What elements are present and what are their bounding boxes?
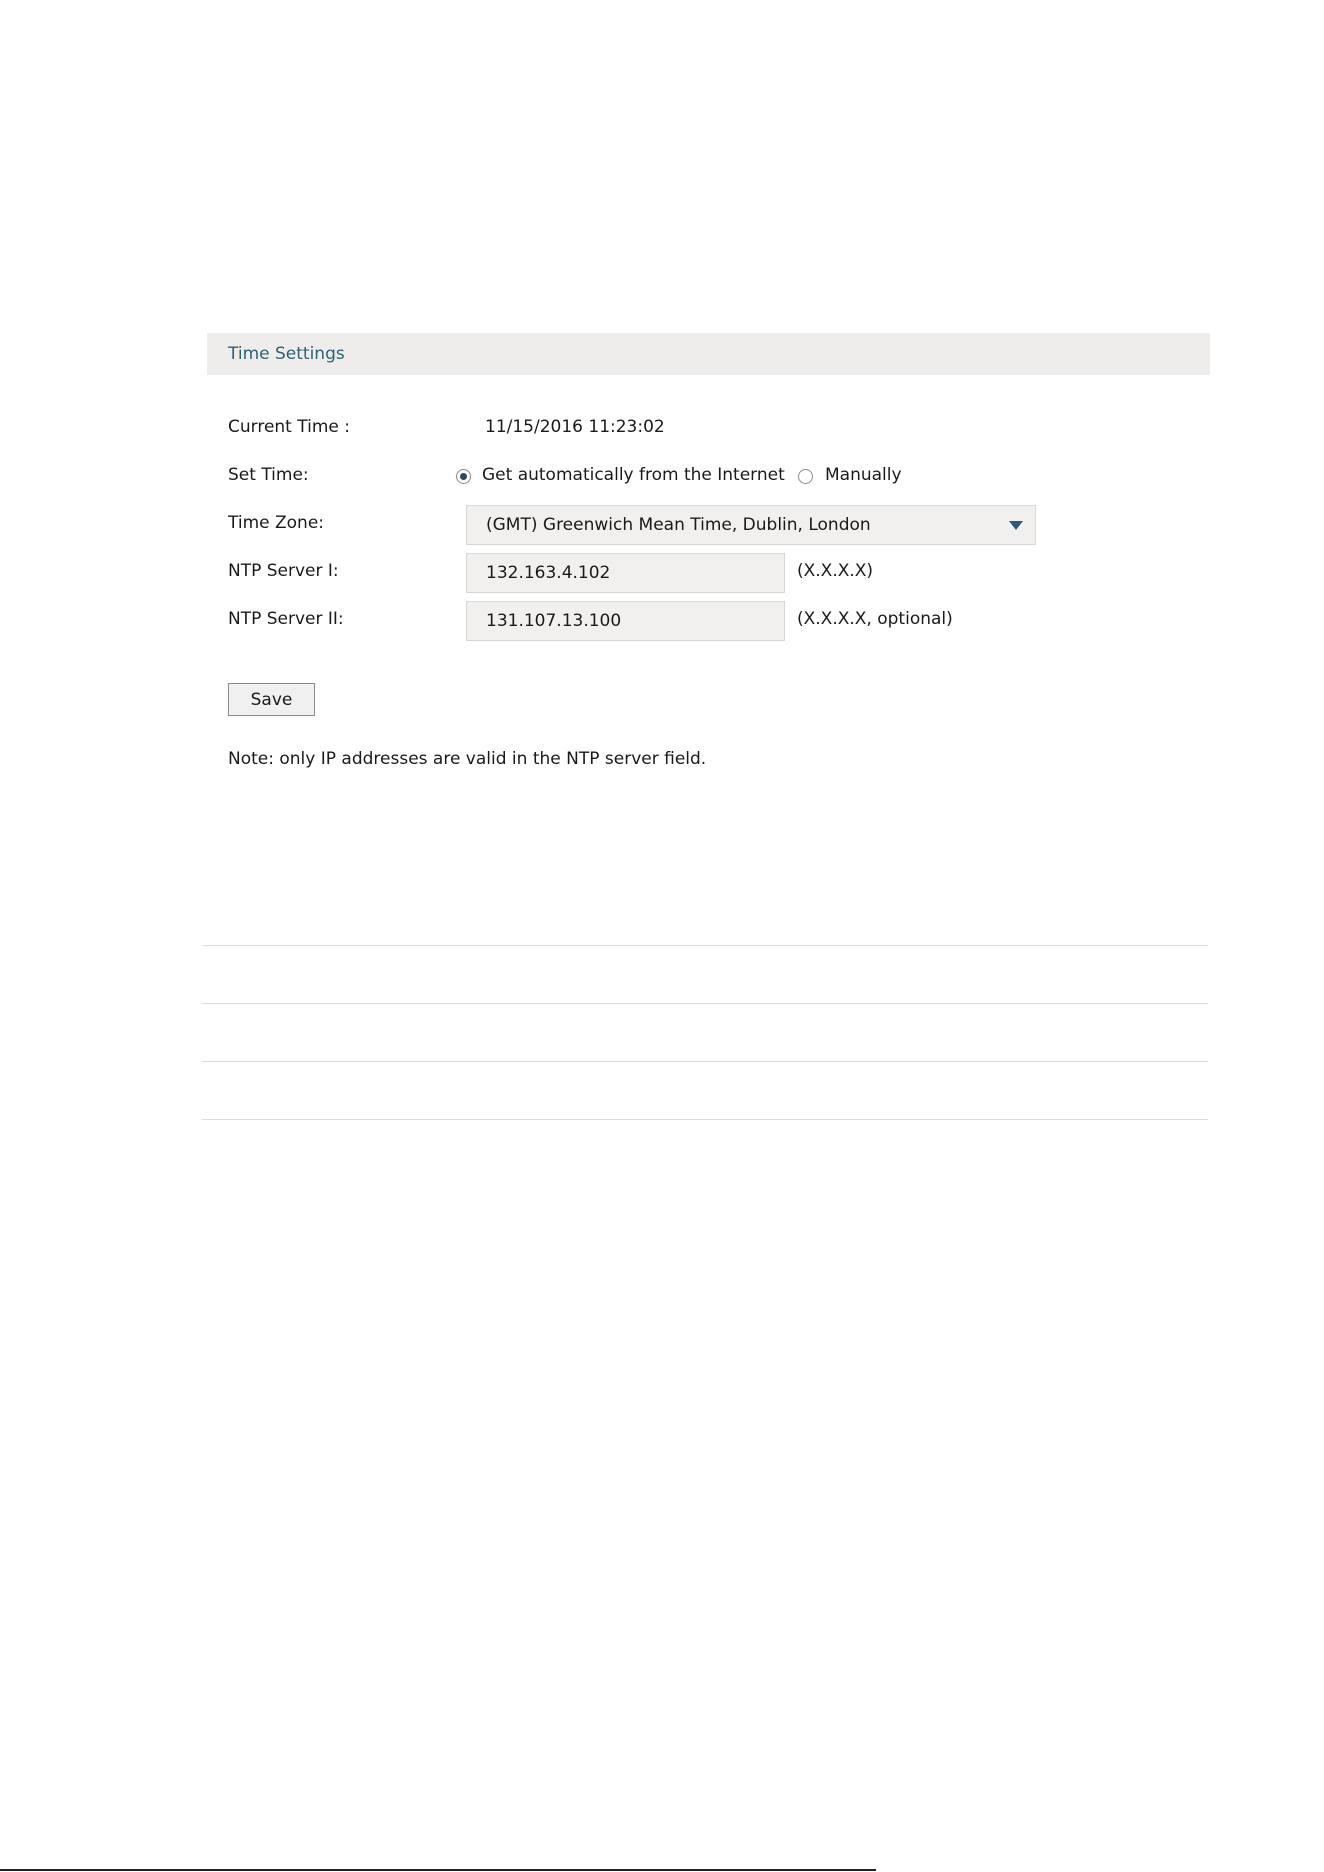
footer-rule — [0, 1869, 876, 1871]
divider-line — [202, 945, 1208, 946]
ntp-server-2-hint: (X.X.X.X, optional) — [797, 609, 953, 629]
time-zone-selected-value: (GMT) Greenwich Mean Time, Dublin, London — [486, 515, 871, 535]
current-time-value: 11/15/2016 11:23:02 — [485, 417, 665, 437]
ntp-server-1-label: NTP Server I: — [228, 561, 339, 581]
radio-manually-label[interactable]: Manually — [825, 465, 902, 485]
time-zone-select[interactable] — [466, 505, 1036, 545]
ntp-server-2-label: NTP Server II: — [228, 609, 344, 629]
divider-line — [202, 1119, 1208, 1120]
panel-header — [207, 333, 1210, 375]
set-time-label: Set Time: — [228, 465, 309, 485]
radio-selected-dot — [460, 473, 467, 480]
panel-title: Time Settings — [228, 344, 345, 364]
chevron-down-icon — [1009, 521, 1023, 530]
save-button[interactable]: Save — [228, 683, 315, 716]
ntp-server-1-hint: (X.X.X.X) — [797, 561, 874, 581]
ntp-note: Note: only IP addresses are valid in the NTP server field. — [228, 749, 707, 769]
time-zone-label: Time Zone: — [228, 513, 325, 533]
divider-line — [202, 1061, 1208, 1062]
ntp-server-2-input[interactable] — [466, 601, 785, 641]
divider-line — [202, 1003, 1208, 1004]
radio-auto[interactable] — [456, 469, 471, 484]
radio-manually[interactable] — [798, 469, 813, 484]
ntp-server-1-input[interactable] — [466, 553, 785, 593]
radio-auto-label[interactable]: Get automatically from the Internet — [482, 465, 785, 485]
current-time-label: Current Time : — [228, 417, 350, 437]
